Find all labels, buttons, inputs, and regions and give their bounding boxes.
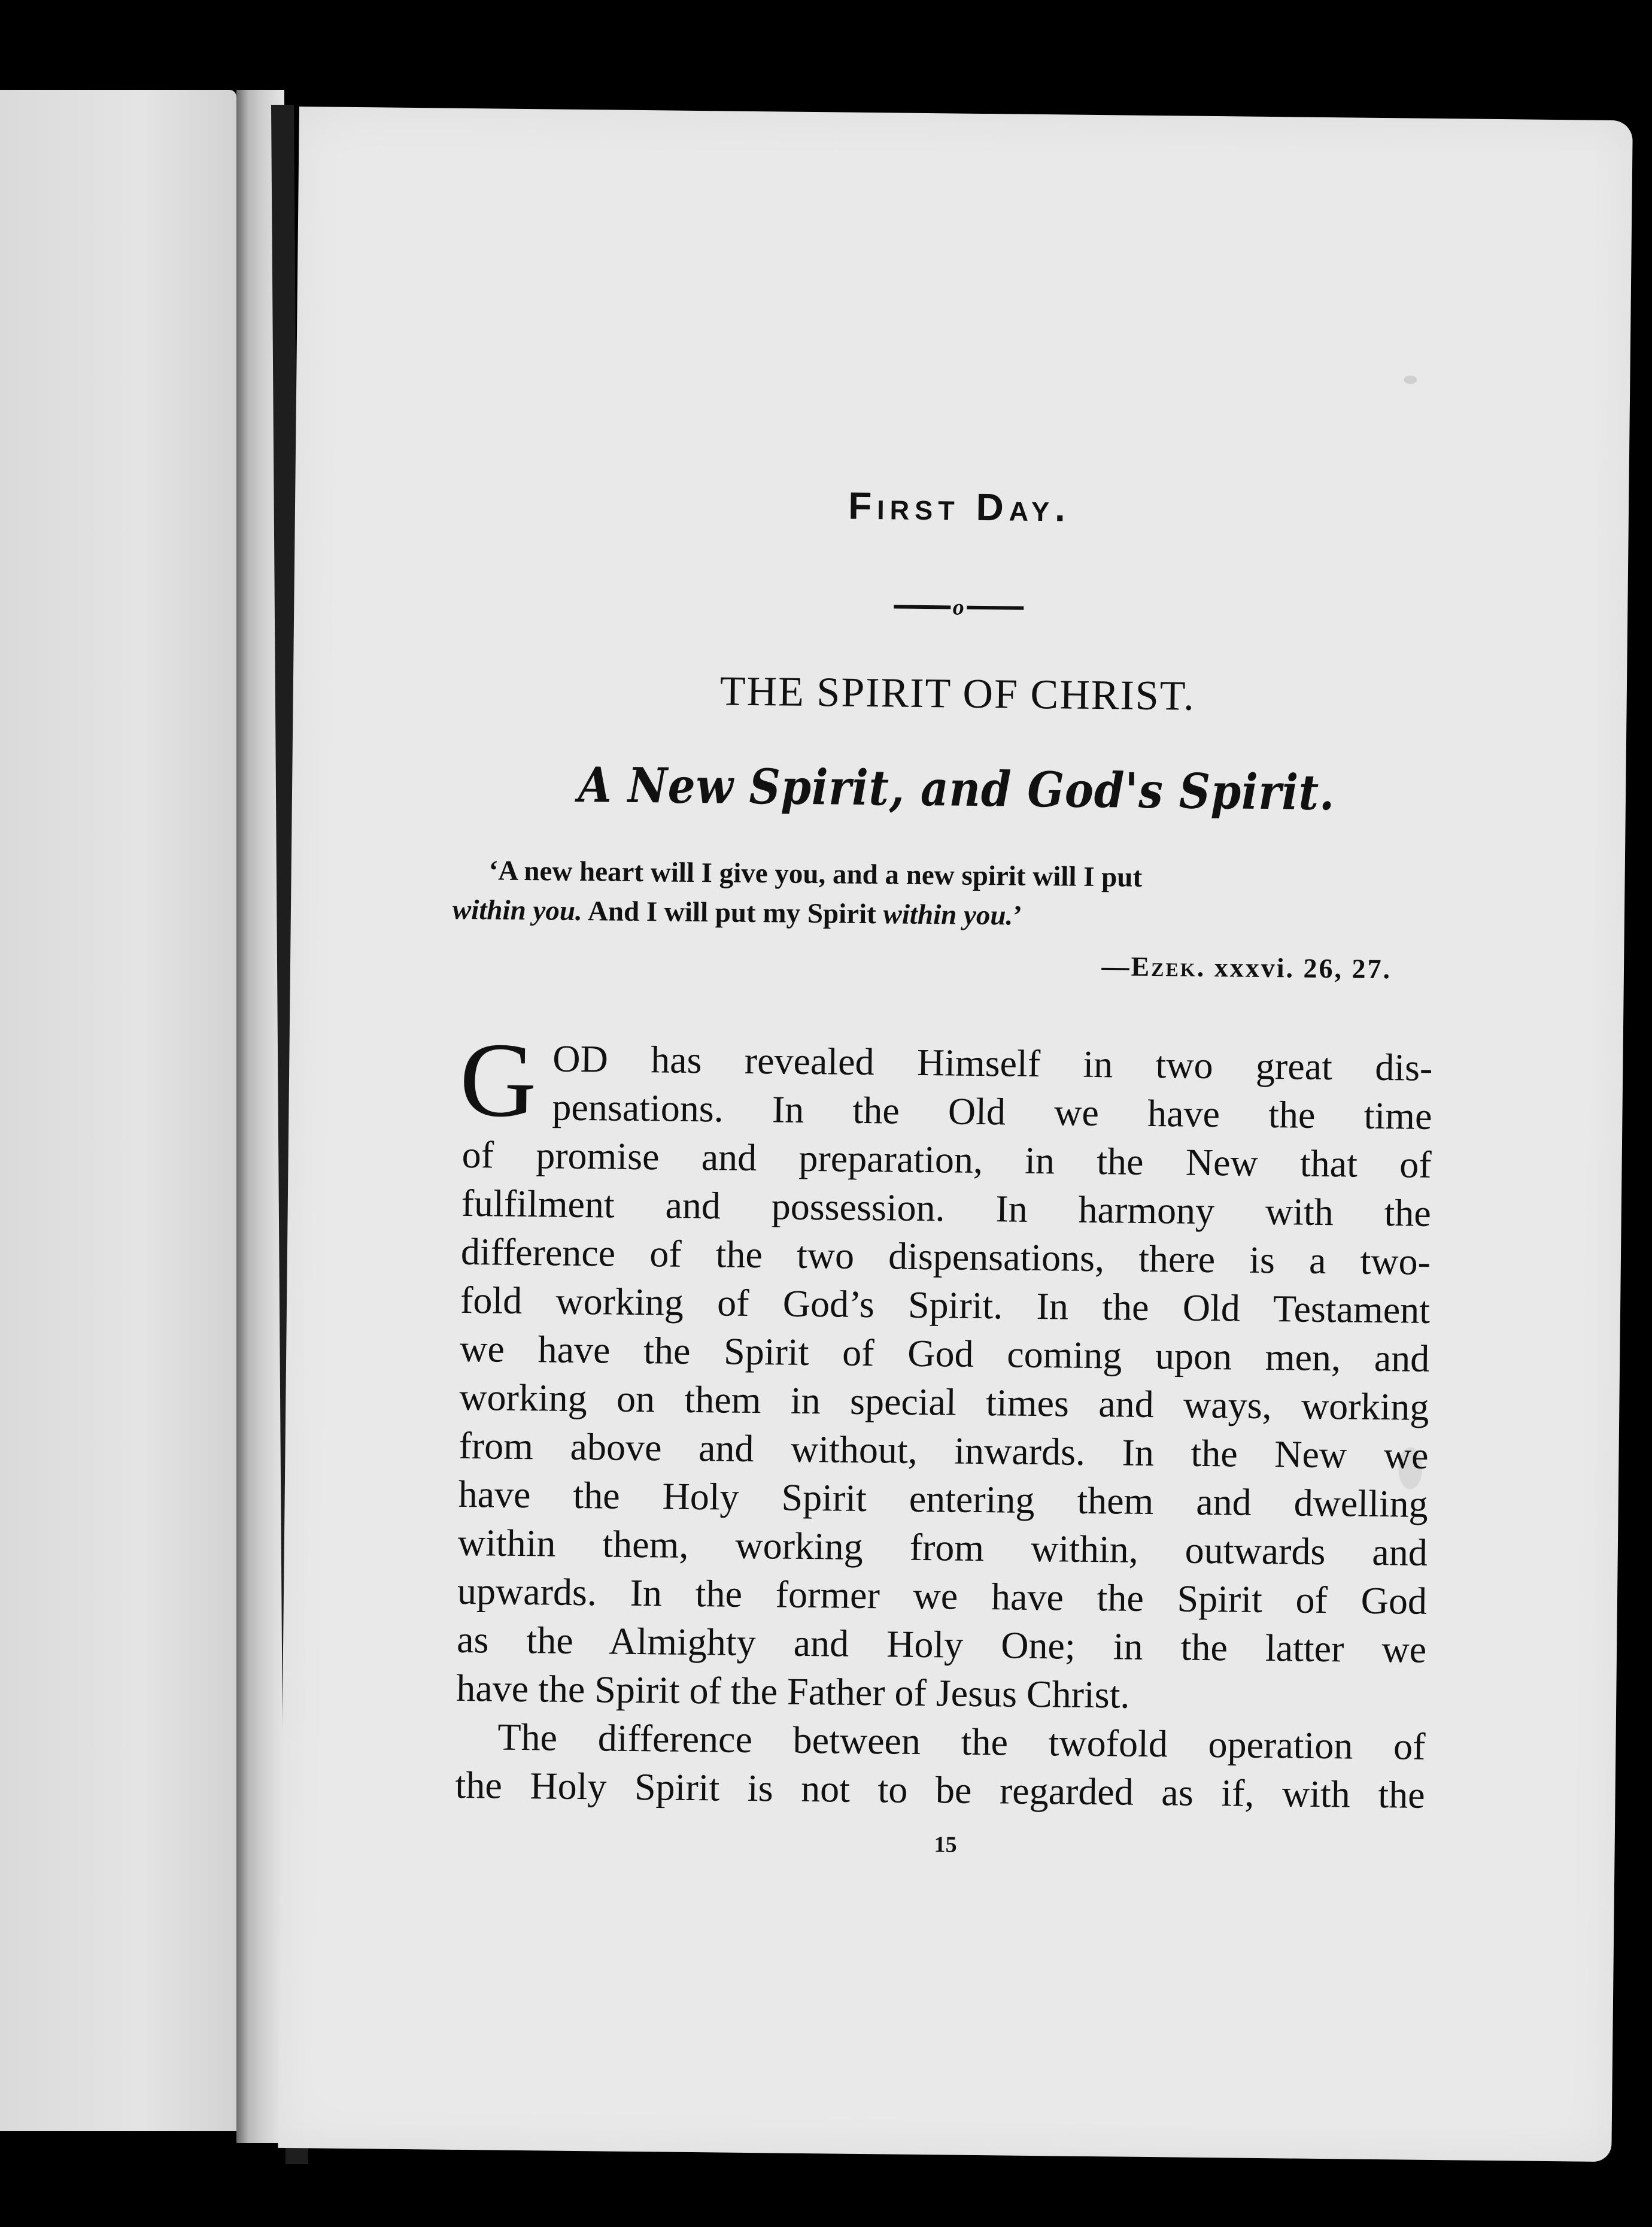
ornament-center-mark: o bbox=[952, 594, 965, 620]
scripture-citation bbox=[1101, 950, 1392, 985]
page-content bbox=[452, 108, 1448, 1858]
ornament-divider bbox=[473, 587, 1443, 626]
epigraph-text: And I will put my Spirit bbox=[582, 896, 883, 930]
body-line: difference of the two dispensations, there is a two- bbox=[460, 1230, 1431, 1283]
epigraph-line-1: ‘A new heart will I give you, and a new spirit will I put bbox=[488, 855, 1143, 893]
body-line: we have the Spirit of God coming upon men, and bbox=[459, 1327, 1430, 1380]
ornament-rule-right bbox=[967, 606, 1024, 610]
left-page-edge bbox=[0, 90, 236, 2131]
body-line: fulfilment and possession. In harmony with the bbox=[461, 1181, 1432, 1234]
body-line: The difference between the twofold operation of bbox=[497, 1715, 1426, 1768]
body-line: from above and without, inwards. In the New we bbox=[458, 1424, 1429, 1477]
day-heading: First Day. bbox=[848, 484, 1071, 530]
chapter-subtitle: A New Spirit, and God's Spirit. bbox=[578, 756, 1335, 821]
citation-reference: xxxvi. 26, 27. bbox=[1205, 951, 1392, 985]
body-line: fold working of God’s Spirit. In the Old Testament bbox=[460, 1278, 1431, 1331]
epigraph-italic-phrase: within you. bbox=[452, 894, 583, 927]
body-line: upwards. In the former we have the Spirit of God bbox=[457, 1569, 1428, 1622]
right-page bbox=[278, 107, 1633, 2162]
body-line: pensations. In the Old we have the time bbox=[552, 1085, 1432, 1137]
body-text bbox=[455, 1020, 1433, 1819]
citation-book: —Ezek. bbox=[1101, 951, 1206, 982]
epigraph-close-quote: ’ bbox=[1013, 900, 1023, 932]
body-line: have the Spirit of the Father of Jesus Christ. bbox=[455, 1666, 1130, 1716]
chapter-title: THE SPIRIT OF CHRIST. bbox=[719, 668, 1196, 720]
body-line: working on them in special times and ways, working bbox=[459, 1375, 1429, 1428]
epigraph-italic-phrase: within you. bbox=[883, 899, 1013, 932]
body-line: of promise and preparation, in the New that of bbox=[461, 1133, 1432, 1186]
body-line: the Holy Spirit is not to be regarded as if, with the bbox=[455, 1763, 1425, 1816]
body-line: have the Holy Spirit entering them and dwelling bbox=[458, 1472, 1429, 1525]
ornament-rule-left bbox=[894, 605, 950, 609]
body-line: within them, working from within, outwards and bbox=[457, 1521, 1428, 1574]
paper-blemish bbox=[1404, 375, 1417, 384]
drop-cap: G bbox=[458, 1020, 537, 1140]
body-line: OD has revealed Himself in two great dis- bbox=[552, 1037, 1433, 1089]
epigraph-quote bbox=[453, 851, 1423, 940]
body-line: as the Almighty and Holy One; in the latter we bbox=[456, 1618, 1427, 1671]
page-number: 15 bbox=[934, 1832, 957, 1858]
